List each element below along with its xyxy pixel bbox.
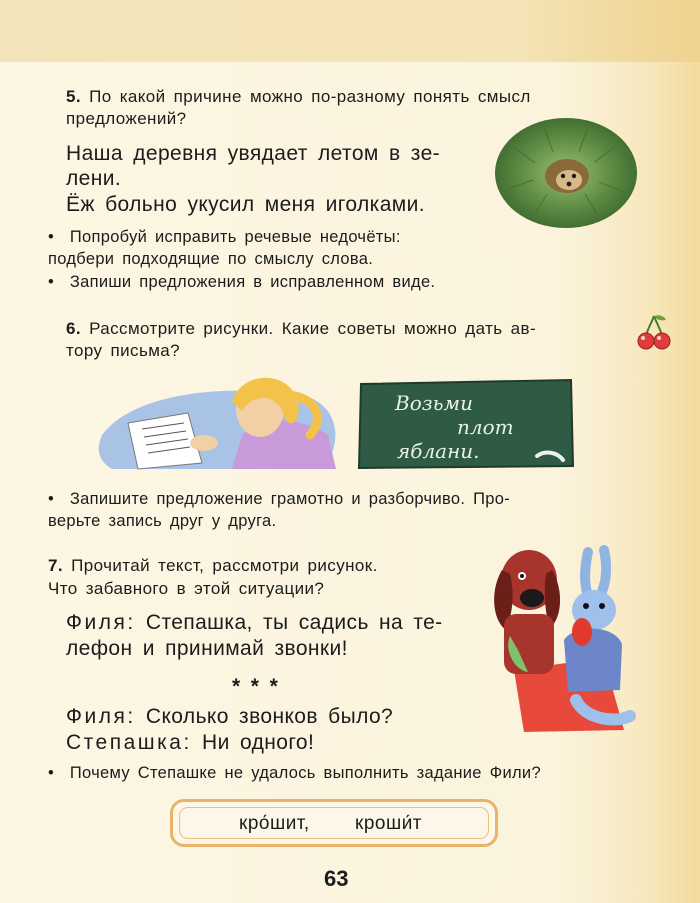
board-word1: Возьми xyxy=(395,391,473,415)
task7-question-line1: 7. Прочитай текст, рассмотри рисунок. xyxy=(48,556,378,575)
cherry-icon xyxy=(637,312,671,352)
task7-question-line2: Что забавного в этой ситуации? xyxy=(48,579,325,598)
task6-bullet-line1: • Запишите предложение грамотно и разборчиво. Про- xyxy=(48,490,510,508)
task7-speech3: Степашка: Ни одного! xyxy=(66,731,315,754)
task5-sentence1-line1: Наша деревня увядает летом в зе- xyxy=(66,142,441,165)
task5-sentence1-line2: лени. xyxy=(66,167,122,190)
section-stars: * * * xyxy=(232,675,279,698)
task5-bullet1-line1: • Попробуй исправить речевые недочёты: xyxy=(48,228,401,246)
speaker-filya: Филя: xyxy=(66,611,136,634)
task6-question-line2: тору письма? xyxy=(66,341,180,360)
dog-and-bunny-icon xyxy=(484,540,636,735)
task6-number: 6. xyxy=(66,319,81,338)
task6-question-line1: 6. Рассмотрите рисунки. Какие советы можно дать ав- xyxy=(66,319,537,338)
task5-bullet2: • Запиши предложения в исправленном виде. xyxy=(48,273,436,291)
board-word3: яблани. xyxy=(397,439,480,463)
speaker-filya: Филя: xyxy=(66,705,136,728)
hedgehog-illustration xyxy=(495,118,637,228)
task6-bullet-line2: верьте запись друг у друга. xyxy=(48,512,277,530)
hedgehog-icon xyxy=(495,118,637,228)
task7-number: 7. xyxy=(48,556,63,575)
stress-word-2: кроши́т xyxy=(355,813,423,834)
bullet-icon: • xyxy=(48,764,55,782)
task7-speech1-line2: лефон и принимай звонки! xyxy=(66,637,348,660)
stress-words-box xyxy=(170,799,498,847)
stress-words-box-inner xyxy=(179,807,489,839)
task5-question-line2: предложений? xyxy=(66,109,187,128)
girl-writing-icon xyxy=(92,365,346,473)
task5-number: 5. xyxy=(66,87,81,106)
task7-bullet: • Почему Степашке не удалось выполнить задание Фили? xyxy=(48,764,541,782)
chalkboard-illustration xyxy=(357,378,575,470)
speaker-stepashka: Степашка: xyxy=(66,731,192,754)
dog-and-bunny-illustration xyxy=(484,540,636,735)
page-number: 63 xyxy=(324,866,349,891)
bullet-icon: • xyxy=(48,273,55,291)
task5-bullet1-line2: подбери подходящие по смыслу слова. xyxy=(48,250,374,268)
task5-question-line1: 5. По какой причине можно по-разному понять смысл xyxy=(66,87,531,106)
bullet-icon: • xyxy=(48,228,55,246)
task5-sentence2: Ёж больно укусил меня иголками. xyxy=(66,193,426,216)
task7-speech2: Филя: Сколько звонков было? xyxy=(66,705,394,728)
board-word2: плот xyxy=(457,415,514,439)
task7-speech1-line1: Филя: Степашка, ты садись на те- xyxy=(66,611,443,634)
stress-word-1: кро́шит, xyxy=(239,813,310,834)
top-band xyxy=(0,0,700,62)
bullet-icon: • xyxy=(48,490,55,508)
girl-writing-illustration xyxy=(92,365,346,473)
